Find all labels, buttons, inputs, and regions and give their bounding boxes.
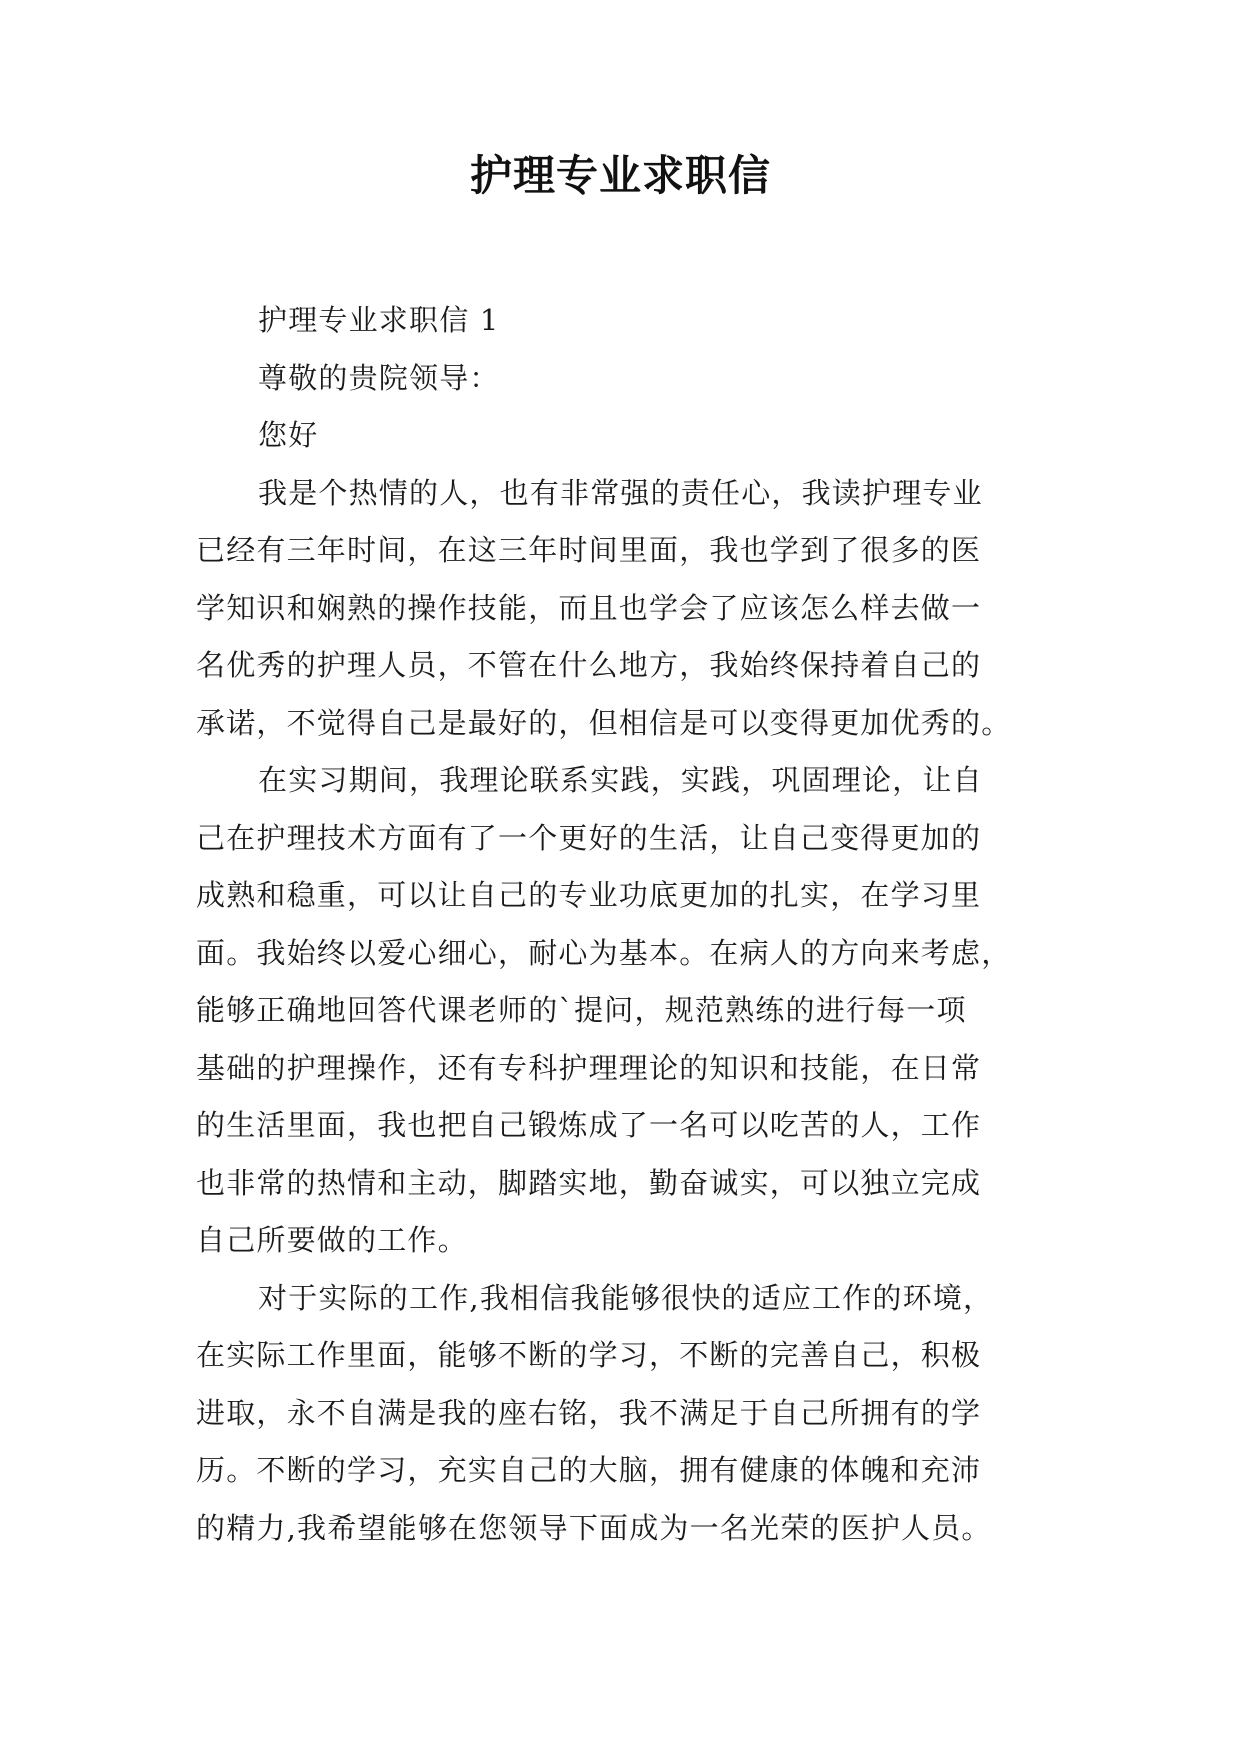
document-title: 护理专业求职信 [469,151,771,200]
paragraph-line: 面。我始终以爱心细心，耐心为基本。在病人的方向来考虑， [196,935,1012,970]
paragraph-line: 历。不断的学习，充实自己的大脑，拥有健康的体魄和充沛 [196,1453,982,1487]
paragraph-line: 的精力,我希望能够在您领导下面成为一名光荣的医护人员。 [196,1510,992,1545]
paragraph-1 [196,465,1050,753]
paragraph-line: 已经有三年时间，在这三年时间里面，我也学到了很多的医 [196,533,982,567]
paragraph-line: 对于实际的工作,我相信我能够很快的适应工作的环境， [258,1280,994,1315]
paragraph-line: 我是个热情的人，也有非常强的责任心，我读护理专业 [258,475,983,510]
letter-heading: 护理专业求职信 1 [258,303,500,337]
document-body [196,292,1050,1557]
paragraph-line: 也非常的热情和主动，脚踏实地，勤奋诚实，可以独立完成 [196,1165,982,1200]
paragraph-line: 基础的护理操作，还有专科护理理论的知识和技能，在日常 [196,1050,982,1085]
paragraph-line: 能够正确地回答代课老师的`提问，规范熟练的进行每一项 [196,993,967,1027]
paragraph-line: 学知识和娴熟的操作技能，而且也学会了应该怎么样去做一 [196,590,982,625]
salutation: 尊敬的贵院领导： [258,360,500,395]
paragraph-2 [196,752,1050,1270]
paragraph-line: 自己所要做的工作。 [196,1223,468,1257]
paragraph-line: 己在护理技术方面有了一个更好的生活，让自己变得更加的 [196,820,982,855]
paragraph-line: 在实际工作里面，能够不断的学习，不断的完善自己，积极 [196,1338,982,1372]
paragraph-line: 在实习期间，我理论联系实践，实践，巩固理论，让自 [258,763,983,797]
paragraph-line: 的生活里面，我也把自己锻炼成了一名可以吃苦的人，工作 [196,1108,982,1142]
paragraph-3 [196,1270,1050,1558]
paragraph-line: 承诺，不觉得自己是最好的，但相信是可以变得更加优秀的。 [196,705,1012,740]
greeting: 您好 [258,418,319,452]
paragraph-line: 名优秀的护理人员，不管在什么地方，我始终保持着自己的 [196,648,982,682]
paragraph-line: 进取，永不自满是我的座右铭，我不满足于自己所拥有的学 [196,1395,982,1430]
paragraph-line: 成熟和稳重，可以让自己的专业功底更加的扎实，在学习里 [196,878,982,912]
